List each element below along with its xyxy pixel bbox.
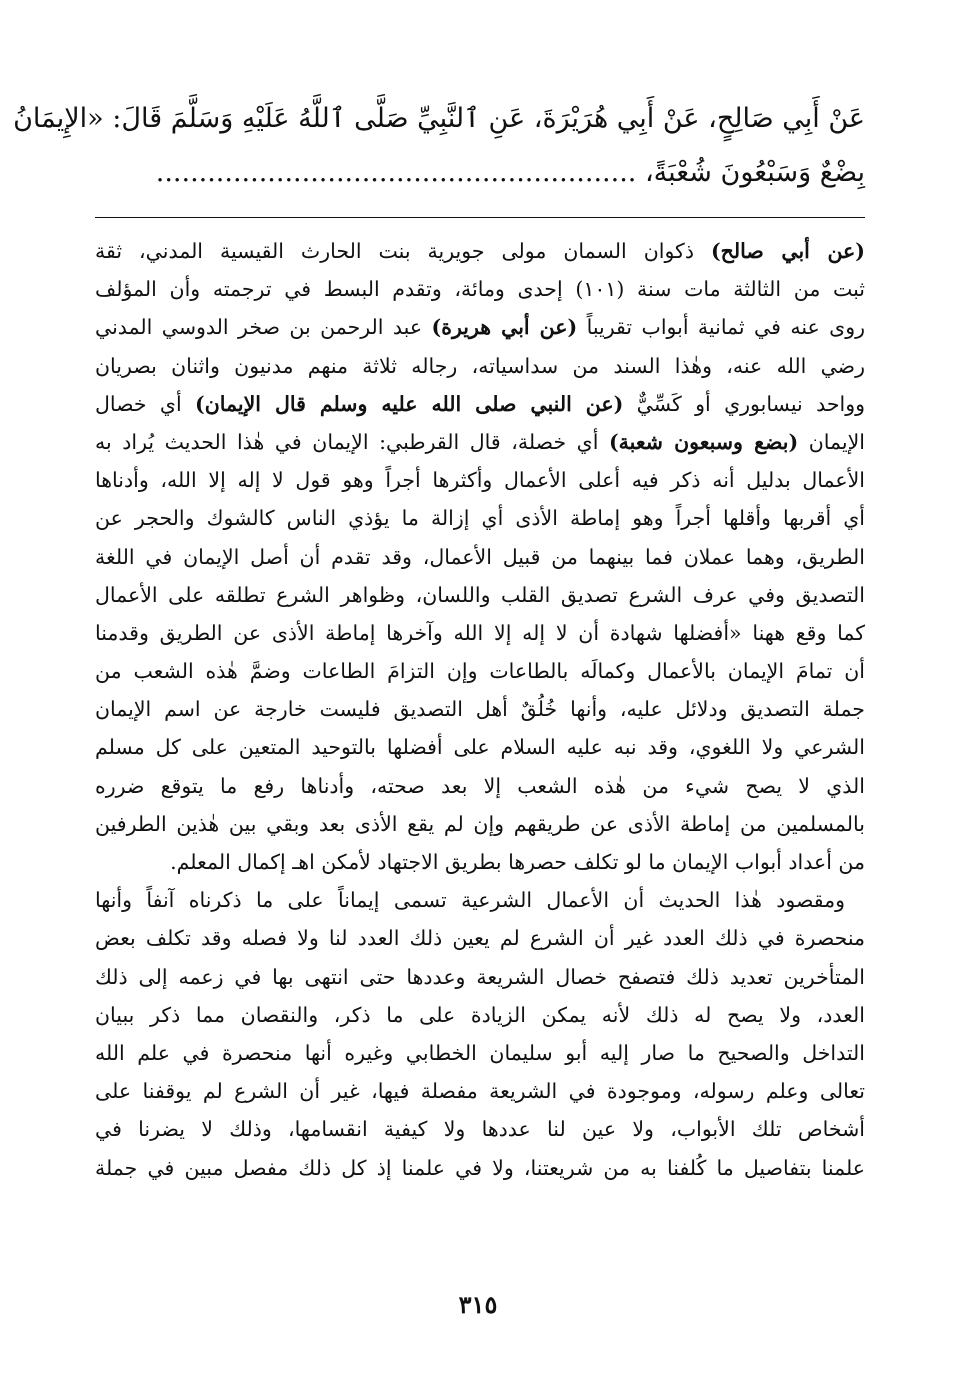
commentary-line (95, 1034, 865, 1072)
commentary-run: الذي لا يصح شيء من هٰذه الشعب إلا بعد صحته، وأدناها رفع ما يتوقع ضرره (95, 773, 865, 798)
commentary-run: أي خصال (95, 391, 196, 416)
commentary-run: الأعمال بدليل أنه ذكر فيه أعلى الأعمال وأكثرها أجراً وهو قول لا إله إلا الله، وأدناها (95, 468, 865, 493)
commentary-run: ذكوان السمان مولى جويرية بنت الحارث القيسية المدني، ثقة (95, 239, 711, 263)
commentary-run: عبد الرحمن بن صخر الدوسي المدني (95, 315, 432, 340)
commentary-line (95, 270, 865, 308)
commentary-line (95, 728, 865, 766)
hadith-text (13, 92, 865, 200)
commentary-run: رضي الله عنه، وهٰذا السند من سداسياته، رجاله ثلاثة منهم مدنيون واثنان بصريان (95, 353, 865, 378)
commentary-line (95, 461, 865, 499)
commentary-line (95, 767, 865, 805)
commentary-line (95, 347, 865, 385)
bold-term: (عن النبي صلى الله عليه وسلم قال الإيمان) (195, 391, 624, 416)
commentary-run: من أعداد أبواب الإيمان ما لو تكلف حصرها بطريق الاجتهاد لأمكن اهـ إكمال المعلم. (170, 850, 865, 874)
commentary-run: كما وقع ههنا «أفضلها شهادة أن لا إله إلا الله وآخرها إماطة الأذى عن الطريق وقدمنا (95, 620, 865, 645)
separator-rule (95, 217, 865, 218)
commentary-run: الطريق، وهما عملان فما بينهما من قبيل الأعمال، وقد تقدم أن أصل الإيمان في اللغة (95, 544, 865, 569)
commentary-run: المتأخرين تعديد ذلك فتصفح خصال الشريعة وعددها حتى انتهى بها في زعمه إلى ذلك (95, 964, 865, 989)
commentary-line (95, 1072, 865, 1110)
commentary-run: ومقصود هٰذا الحديث أن الأعمال الشرعية تسمى إيماناً على ما ذكرناه آنفاً وأنها (95, 888, 845, 913)
commentary-line (95, 1110, 865, 1148)
commentary-line (95, 576, 865, 614)
commentary-run: علمنا بتفاصيل ما كُلفنا به من شريعتنا، ولا في علمنا إذ كل ذلك مفصل مبين في جملة (95, 1155, 865, 1180)
commentary-run: ثبت من الثالثة مات سنة (١٠١) إحدى ومائة، وتقدم البسط في ترجمته وأن المؤلف (95, 277, 865, 302)
commentary-run: أن تمامَ الإيمان بالأعمال وكمالَه بالطاعات وإن التزامَ الطاعات وضمَّ هٰذه الشعب من (95, 659, 865, 684)
commentary-run: وواحد نيسابوري أو كَسِّيٌّ (623, 391, 865, 416)
bold-term: (بضع وسبعون شعبة) (608, 429, 799, 454)
bold-term: (عن أبي هريرة) (431, 315, 578, 340)
commentary-run: منحصرة في ذلك العدد غير أن الشرع لم يعين ذلك العدد لنا ولا فصله وقد تكلف بعض (95, 926, 865, 951)
commentary-line (95, 843, 865, 881)
commentary-run: التداخل والصحيح ما صار إليه أبو سليمان الخطابي وغيره أنها منحصرة في علم الله (95, 1040, 865, 1065)
commentary-line (95, 423, 865, 461)
commentary-line (95, 805, 865, 843)
hadith-line: عَنْ أَبِي صَالِحٍ، عَنْ أَبِي هُرَيْرَةَ، عَنِ ٱلنَّبِيِّ صَلَّى ٱللَّهُ عَلَيْهِ وَسَلَّمَ قَالَ: «الإِيمَانُ (13, 103, 865, 134)
commentary-line (95, 538, 865, 576)
commentary-line (95, 1149, 865, 1187)
commentary-line (95, 958, 865, 996)
page-number: ٣١٥ (458, 1290, 498, 1319)
commentary-run: الشرعي ولا اللغوي، وقد نبه عليه السلام على أفضلها بالتوحيد المتعين على كل مسلم (95, 735, 865, 760)
commentary-run: جملة التصديق ودلائل عليه، وأنها خُلُقٌ أهل التصديق فليست خارجة عن اسم الإيمان (95, 697, 865, 722)
commentary-run: روى عنه في ثمانية أبواب تقريباً (577, 315, 865, 340)
commentary-run: أي خصلة، قال القرطبي: الإيمان في هٰذا الحديث يُراد به (95, 429, 609, 454)
commentary-run: بالمسلمين من إماطة الأذى عن طريقهم وإن لم يقع الأذى بعد وبقي بين هٰذين الطرفين (95, 811, 865, 836)
commentary-run: الإيمان (798, 429, 865, 454)
commentary-line (95, 232, 865, 270)
commentary-run: العدد، ولا يصح له ذلك لأنه يمكن الزيادة على ما ذكر، والنقصان مما ذكر ببيان (95, 1002, 865, 1027)
bold-term: (عن أبي صالح) (710, 239, 865, 263)
hadith-line: بِضْعٌ وَسَبْعُونَ شُعْبَةً، ........................................................ (155, 157, 865, 188)
commentary-line (95, 881, 865, 919)
commentary-line (95, 690, 865, 728)
commentary-line (95, 499, 865, 537)
commentary-line (95, 996, 865, 1034)
commentary-run: أي أقربها وأقلها أجراً وهو إماطة الأذى أي إزالة ما يؤذي الناس كالشوك والحجر عن (95, 506, 865, 531)
commentary-run: تعالى وعلم رسوله، وموجودة في الشريعة مفصلة فيها، غير أن الشرع لم يوقفنا على (95, 1079, 865, 1104)
commentary-run: أشخاص تلك الأبواب، ولا عين لنا عددها ولا كيفية انقسامها، وذلك لا يضرنا في (95, 1117, 865, 1142)
commentary-line (95, 385, 865, 423)
commentary-line (95, 919, 865, 957)
commentary-text (95, 232, 865, 1187)
commentary-run: التصديق وفي عرف الشرع تصديق القلب واللسان، وظواهر الشرع تطلقه على الأعمال (95, 582, 865, 607)
commentary-line (95, 652, 865, 690)
commentary-line (95, 308, 865, 346)
commentary-line (95, 614, 865, 652)
